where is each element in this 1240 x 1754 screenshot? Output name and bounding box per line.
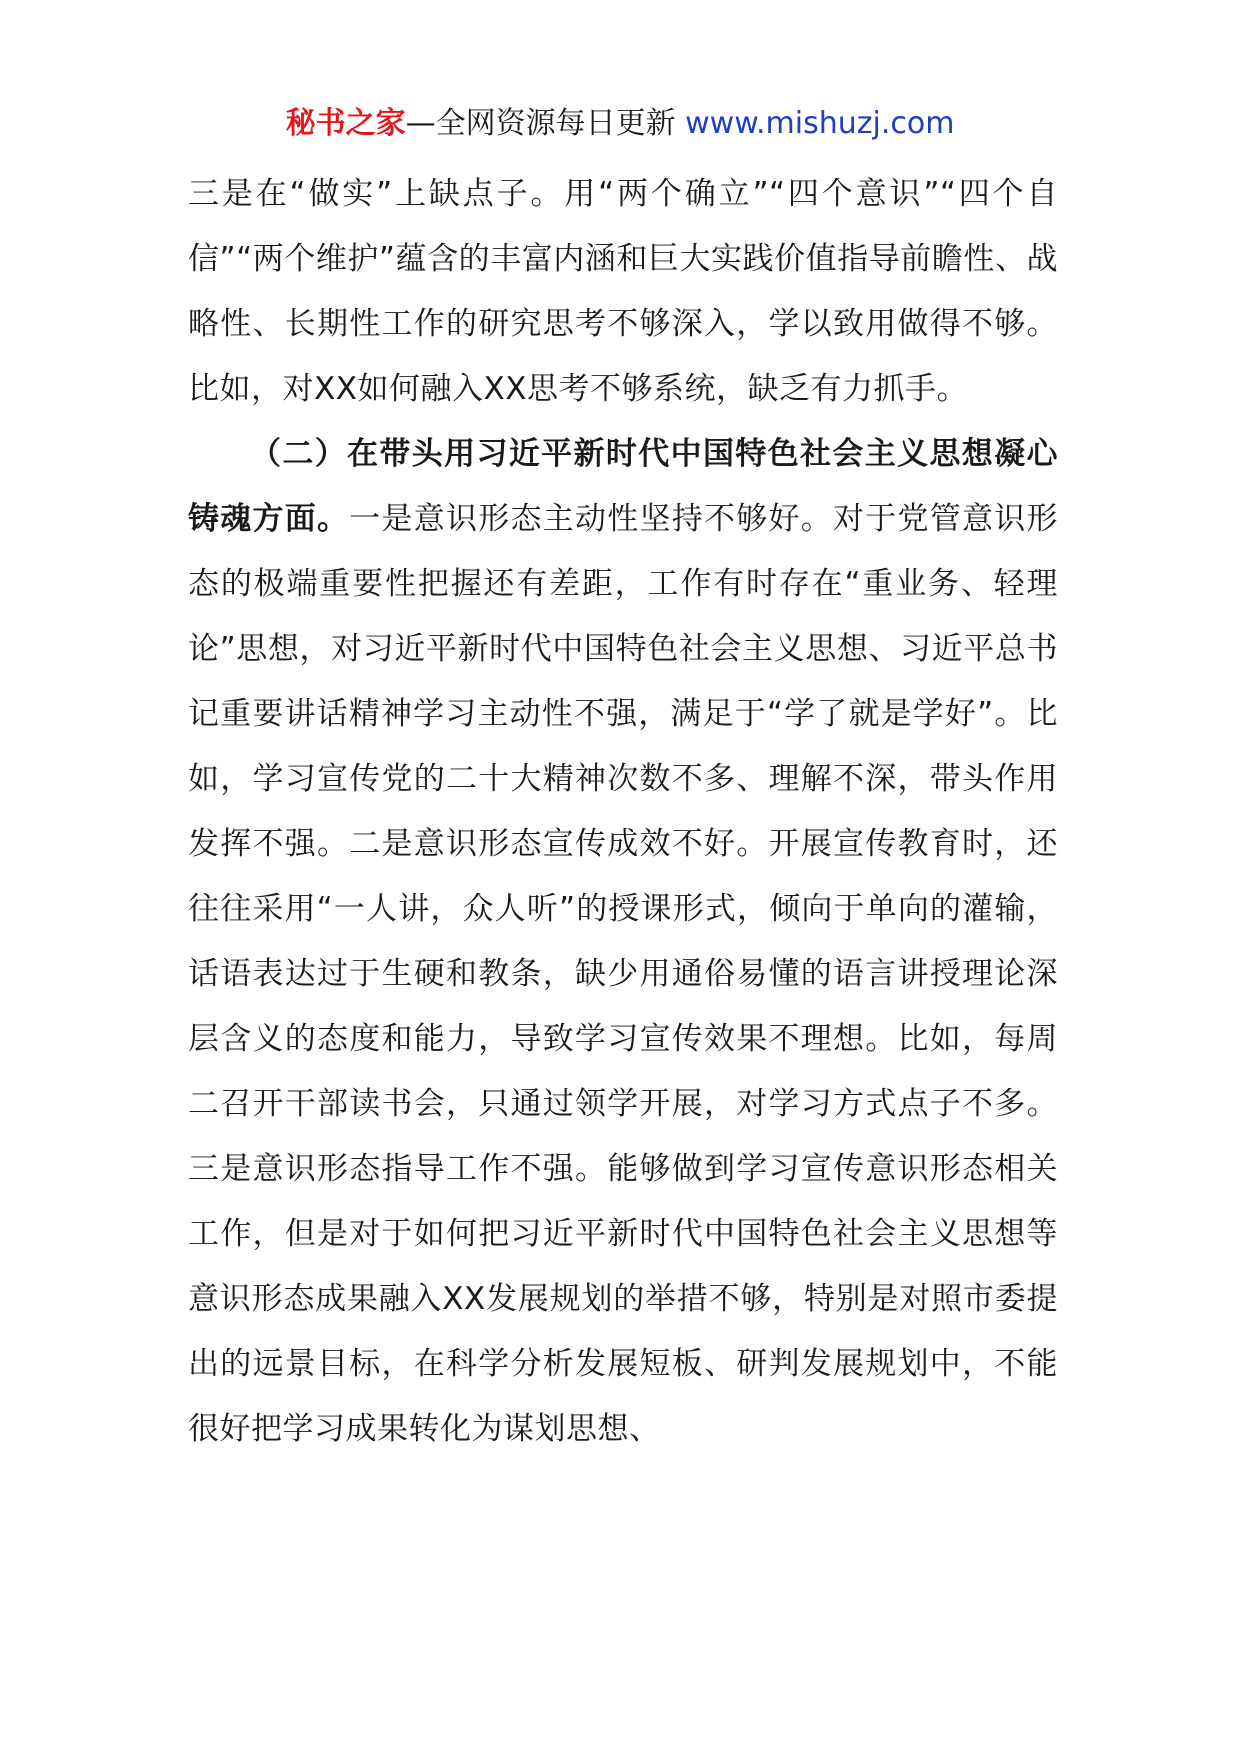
paragraph-section-two <box>188 422 1058 1462</box>
paragraph-continuation: 三是在“做实”上缺点子。用“两个确立”“四个意识”“四个自信”“两个维护”蕴含的丰富内涵和巨大实践价值指导前瞻性、战略性、长期性工作的研究思考不够深入，学以致用做得不够。比如，对XX如何融入XX思考不够系统，缺乏有力抓手。 <box>188 176 1058 407</box>
page-header <box>0 98 1240 150</box>
document-body <box>188 162 1058 1462</box>
section-heading: （二）在带头用习近平新时代中国特色社会主义思想凝心铸魂方面。 <box>188 436 1058 537</box>
section-body-text: 一是意识形态主动性坚持不够好。对于党管意识形态的极端重要性把握还有差距，工作有时存在“重业务、轻理论”思想，对习近平新时代中国特色社会主义思想、习近平总书记重要讲话精神学习主动性不强，满足于“学了就是学好”。比如，学习宣传党的二十大精神次数不多、理解不深，带头作用发挥不强。二是意识形态宣传成效不好。开展宣传教育时，还往往采用“一人讲，众人听”的授课形式，倾向于单向的灌输，话语表达过于生硬和教条，缺少用通俗易懂的语言讲授理论深层含义的态度和能力，导致学习宣传效果不理想。比如，每周二召开干部读书会，只通过领学开展，对学习方式点子不多。三是意识形态指导工作不强。能够做到学习宣传意识形态相关工作，但是对于如何把习近平新时代中国特色社会主义思想等意识形态成果融入XX发展规划的举措不够，特别是对照市委提出的远景目标，在科学分析发展短板、研判发展规划中，不能很好把学习成果转化为谋划思想、 <box>188 501 1058 1447</box>
header-tagline: —全网资源每日更新 <box>405 106 686 141</box>
brand-name: 秘书之家 <box>285 106 406 141</box>
header-url-link[interactable]: www.mishuzj.com <box>685 106 955 141</box>
